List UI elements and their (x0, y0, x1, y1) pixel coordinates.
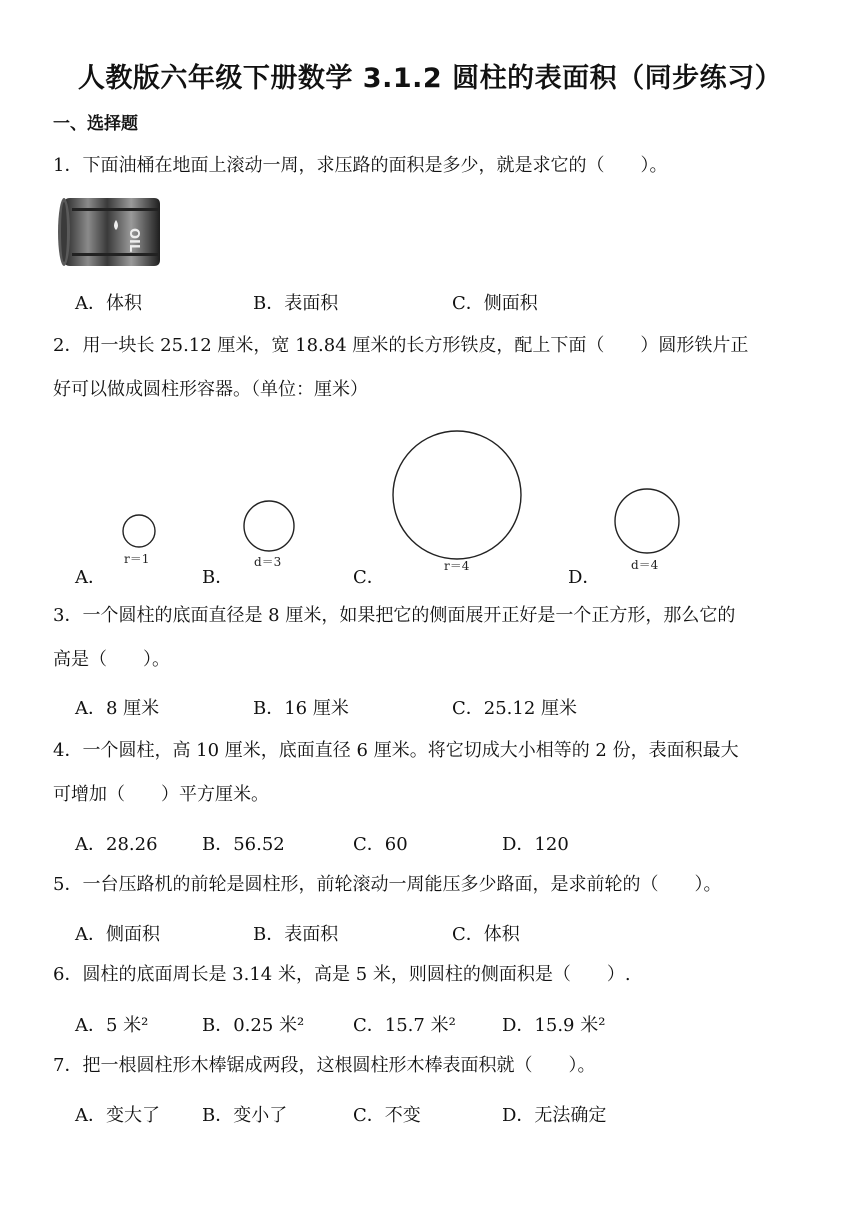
question-2-text-line-1: 2．用一块长 25.12 厘米，宽 18.84 厘米的长方形铁皮，配上下面（ ）圆形铁片正 (53, 335, 749, 356)
page-title: 人教版六年级下册数学 3.1.2 圆柱的表面积（同步练习） (77, 63, 783, 94)
oil-barrel-image (54, 196, 170, 268)
q4-option-c[interactable]: C．60 (353, 834, 408, 855)
q4-option-b[interactable]: B．56.52 (202, 834, 285, 855)
q1-option-b[interactable]: B．表面积 (253, 293, 339, 314)
q2-option-a[interactable]: A． (75, 567, 106, 588)
q3-option-b[interactable]: B．16 厘米 (253, 698, 349, 719)
q5-option-a[interactable]: A．侧面积 (75, 924, 160, 945)
q7-option-d[interactable]: D．无法确定 (502, 1105, 607, 1126)
q7-option-b[interactable]: B．变小了 (202, 1105, 288, 1126)
question-2-text-line-2: 好可以做成圆柱形容器。（单位：厘米） (53, 379, 368, 400)
circle-b (244, 501, 294, 551)
q7-option-a[interactable]: A．变大了 (75, 1105, 160, 1126)
question-4-text-line-2: 可增加（ ）平方厘米。 (53, 784, 269, 805)
q6-option-b[interactable]: B．0.25 米² (202, 1015, 305, 1036)
circle-d (615, 489, 679, 553)
section-heading: 一、选择题 (53, 114, 138, 134)
q4-option-a[interactable]: A．28.26 (75, 834, 158, 855)
question-6-text: 6．圆柱的底面周长是 3.14 米，高是 5 米，则圆柱的侧面积是（ ）. (53, 964, 631, 985)
question-3-text-line-1: 3．一个圆柱的底面直径是 8 厘米，如果把它的侧面展开正好是一个正方形，那么它的 (53, 605, 736, 626)
circle-c-label: r＝4 (444, 559, 470, 573)
q6-option-a[interactable]: A．5 米² (75, 1015, 149, 1036)
q6-option-d[interactable]: D．15.9 米² (502, 1015, 606, 1036)
question-7-text: 7．把一根圆柱形木棒锯成两段，这根圆柱形木棒表面积就（ ）。 (53, 1055, 596, 1076)
circle-options-figure (0, 420, 860, 590)
q2-option-c[interactable]: C． (353, 567, 385, 588)
q4-option-d[interactable]: D．120 (502, 834, 569, 855)
q5-option-c[interactable]: C．体积 (452, 924, 520, 945)
q5-option-b[interactable]: B．表面积 (253, 924, 339, 945)
circle-a (123, 515, 155, 547)
q3-option-c[interactable]: C．25.12 厘米 (452, 698, 578, 719)
q7-option-c[interactable]: C．不变 (353, 1105, 421, 1126)
circle-b-label: d＝3 (254, 555, 282, 569)
circle-d-label: d＝4 (631, 558, 659, 572)
question-1-text: 1．下面油桶在地面上滚动一周，求压路的面积是多少，就是求它的（ ）。 (53, 155, 668, 176)
question-3-text-line-2: 高是（ ）。 (53, 649, 170, 670)
q1-option-c[interactable]: C．侧面积 (452, 293, 538, 314)
q1-option-a[interactable]: A．体积 (75, 293, 142, 314)
question-4-text-line-1: 4．一个圆柱，高 10 厘米，底面直径 6 厘米。将它切成大小相等的 2 份，表面积最大 (53, 740, 739, 761)
q6-option-c[interactable]: C．15.7 米² (353, 1015, 456, 1036)
circle-a-label: r＝1 (124, 552, 150, 566)
q2-option-b[interactable]: B． (202, 567, 234, 588)
circle-c (393, 431, 521, 559)
q3-option-a[interactable]: A．8 厘米 (75, 698, 160, 719)
q2-option-d[interactable]: D． (568, 567, 601, 588)
barrel-label: OIL (126, 228, 141, 253)
question-5-text: 5．一台压路机的前轮是圆柱形，前轮滚动一周能压多少路面，是求前轮的（ ）。 (53, 874, 722, 895)
